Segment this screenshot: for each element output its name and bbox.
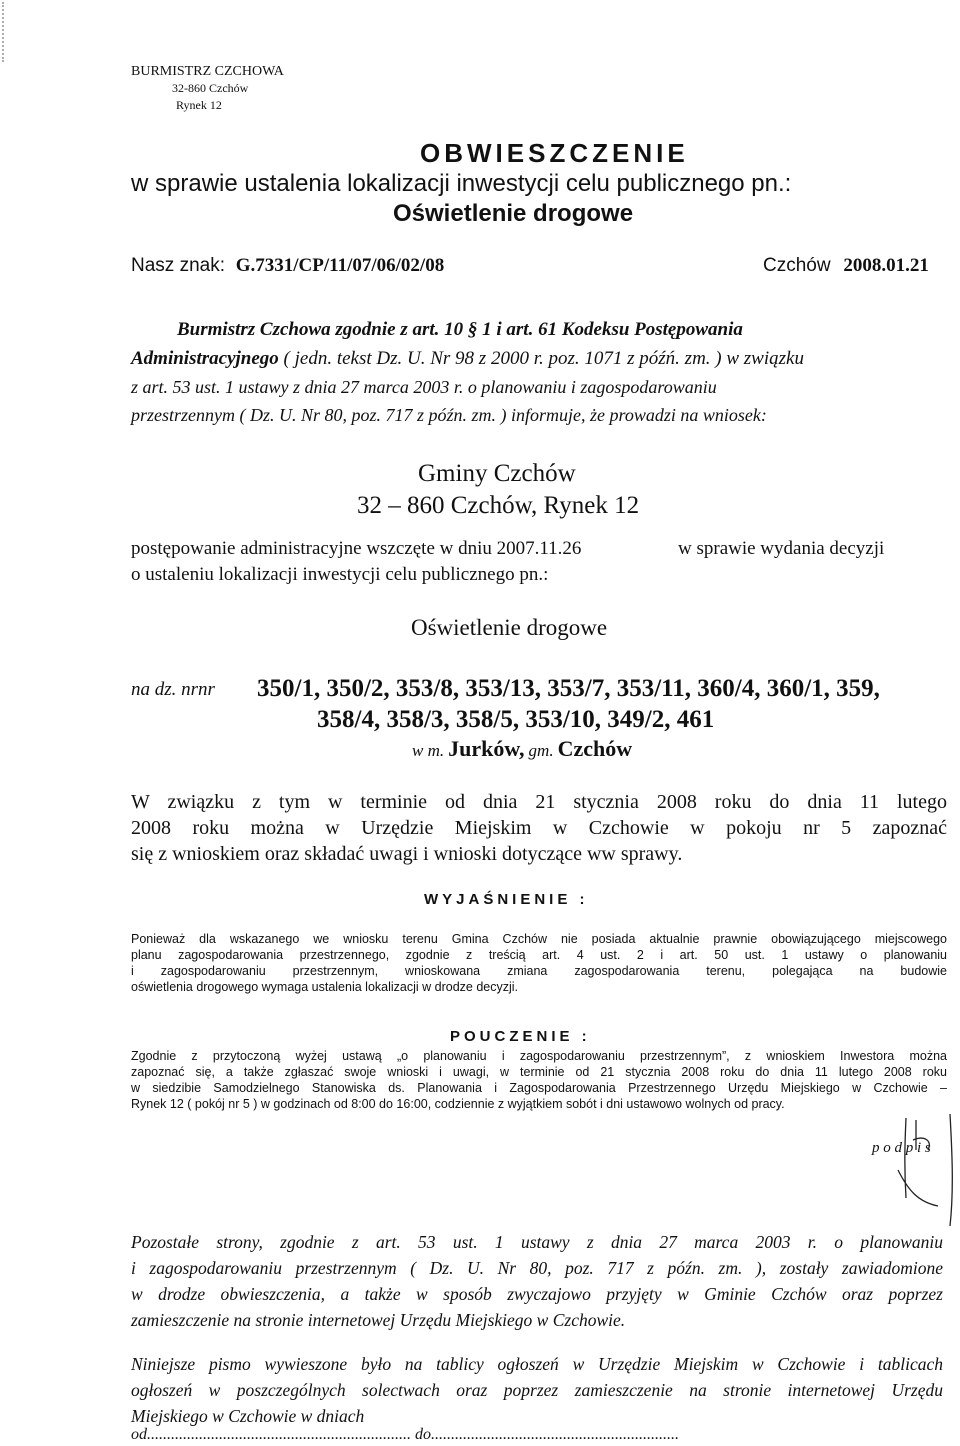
explanation-heading: WYJAŚNIENIE : <box>424 891 589 908</box>
instruction-heading: POUCZENIE : <box>450 1028 591 1045</box>
dates-to-label: do <box>415 1426 431 1443</box>
posting-line-3: Miejskiego w Czchowie w dniach <box>131 1406 365 1426</box>
other-parties-line-4: zamieszczenie na stronie internetowej Urzędu Miejskiego w Czchowie. <box>131 1310 626 1330</box>
authority-street: Rynek 12 <box>176 98 222 112</box>
proceeding-line-1: postępowanie administracyjne wszczęte w dniu 2007.11.26 <box>131 538 582 559</box>
reference-line <box>131 255 444 277</box>
instruction-line-2: zapoznać się, a także zgłaszać swoje wnioski i uwagi, w terminie od 21 stycznia 2008 roku do dnia 11 lutego 2008 roku <box>131 1065 947 1079</box>
project-name: Oświetlenie drogowe <box>393 200 634 227</box>
other-parties-line-3: w drodze obwieszczenia, a także w sposób zwyczajowo przyjęty w Gminie Czchów oraz poprzez <box>131 1284 943 1304</box>
commune-prefix: gm. <box>528 741 554 760</box>
page-title: OBWIESZCZENIE <box>420 138 689 168</box>
location-prefix: w m. <box>412 741 445 760</box>
explanation-line-2: planu zagospodarowania przestrzennego, zgodnie z treścią art. 4 ust. 2 i art. 50 ust. 1 ustawy o planowaniu <box>131 948 947 962</box>
authority-postcode-city: 32-860 Czchów <box>172 81 249 95</box>
other-parties-line-1: Pozostałe strony, zgodnie z art. 53 ust. 1 ustawy z dnia 27 marca 2003 r. o planowaniu <box>131 1232 943 1252</box>
applicant-address: 32 – 860 Czchów, Rynek 12 <box>357 492 640 519</box>
proceeding-line-2: o ustaleniu lokalizacji inwestycji celu publicznego pn.: <box>131 564 549 585</box>
parcels-line-1: 350/1, 350/2, 353/8, 353/13, 353/7, 353/11, 360/4, 360/1, 359, <box>257 675 880 702</box>
dates-line <box>131 1424 941 1446</box>
explanation-line-3: i zagospodarowaniu przestrzennym, wnioskowana zmiana zagospodarowania terenu, polegająca na budowie <box>131 964 947 978</box>
notice-line-2: 2008 roku można w Urzędzie Miejskim w Czchowie w pokoju nr 5 zapoznać <box>131 817 947 839</box>
authority-name: BURMISTRZ CZCHOWA <box>131 64 284 79</box>
parcels-location <box>412 736 632 762</box>
dates-from-label: od <box>131 1426 147 1443</box>
reference-place: Czchów <box>763 255 831 276</box>
intro-line-2 <box>131 348 804 370</box>
notice-line-3: się z wnioskiem oraz składać uwagi i wnioski dotyczące ww sprawy. <box>131 843 683 865</box>
proceeding-line-1-end: w sprawie wydania decyzji <box>678 538 885 559</box>
signature-scribble <box>858 1110 958 1230</box>
intro-line-1: Burmistrz Czchowa zgodnie z art. 10 § 1 i art. 61 Kodeksu Postępowania <box>177 319 743 340</box>
proceeding-project: Oświetlenie drogowe <box>411 615 608 640</box>
explanation-line-1: Ponieważ dla wskazanego we wniosku terenu Gmina Czchów nie posiada aktualnie prawnie obowiązującego miejscowego <box>131 932 947 946</box>
dates-from-dots: .................................................................. <box>147 1426 411 1443</box>
posting-line-1: Niniejsze pismo wywieszone było na tablicy ogłoszeń w Urzędzie Miejskim w Czchowie i tablicach <box>131 1354 943 1374</box>
scan-artifact <box>2 2 10 62</box>
notice-line-1: W związku z tym w terminie od dnia 21 stycznia 2008 roku do dnia 11 lutego <box>131 791 947 813</box>
signature-label: p o d p i s <box>872 1140 931 1156</box>
instruction-line-1: Zgodnie z przytoczoną wyżej ustawą „o planowaniu i zagospodarowaniu przestrzennym”, z wnioskiem Inwestora można <box>131 1049 947 1063</box>
reference-date-block <box>763 255 929 277</box>
reference-date: 2008.01.21 <box>843 255 929 276</box>
intro-line-3: z art. 53 ust. 1 ustawy z dnia 27 marca 2003 r. o planowaniu i zagospodarowaniu <box>131 377 717 397</box>
commune-name: Czchów <box>557 736 633 761</box>
reference-label: Nasz znak: <box>131 255 225 276</box>
intro-line-2-rest: ( jedn. tekst Dz. U. Nr 98 z 2000 r. poz. 1071 z późń. zm. ) w związku <box>283 348 804 369</box>
intro-line-4: przestrzennym ( Dz. U. Nr 80, poz. 717 z późn. zm. ) informuje, że prowadzi na wniosek: <box>131 405 767 425</box>
parcels-line-2: 358/4, 358/3, 358/5, 353/10, 349/2, 461 <box>317 706 715 733</box>
explanation-line-4: oświetlenia drogowego wymaga ustalenia lokalizacji w drodze decyzji. <box>131 980 519 994</box>
other-parties-line-2: i zagospodarowaniu przestrzennym ( Dz. U. Nr 80, poz. 717 z późn. zm. ), zostały zawiadomione <box>131 1258 943 1278</box>
dates-to-dots: .............................................................. <box>431 1426 679 1443</box>
instruction-line-3: w siedzibie Samodzielnego Stanowiska ds. Planowania i Zagospodarowania Przestrzennego Urzędu Miejskiego w Czchowie – <box>131 1081 947 1095</box>
posting-line-2: ogłoszeń w poszczególnych solectwach oraz poprzez zamieszczenie na stronie internetowej Urzędu <box>131 1380 943 1400</box>
location-name: Jurków, <box>448 736 525 761</box>
page-subtitle: w sprawie ustalenia lokalizacji inwestycji celu publicznego pn.: <box>131 170 792 197</box>
applicant-name: Gminy Czchów <box>418 460 576 487</box>
intro-line-2-bold: Administracyjnego <box>131 348 279 369</box>
instruction-line-4: Rynek 12 ( pokój nr 5 ) w godzinach od 8:00 do 16:00, codziennie z wyjątkiem sobót i dni ustawowo wolnych od pracy. <box>131 1097 785 1111</box>
parcels-label: na dz. nrnr <box>131 679 215 700</box>
reference-number: G.7331/CP/11/07/06/02/08 <box>235 255 445 276</box>
